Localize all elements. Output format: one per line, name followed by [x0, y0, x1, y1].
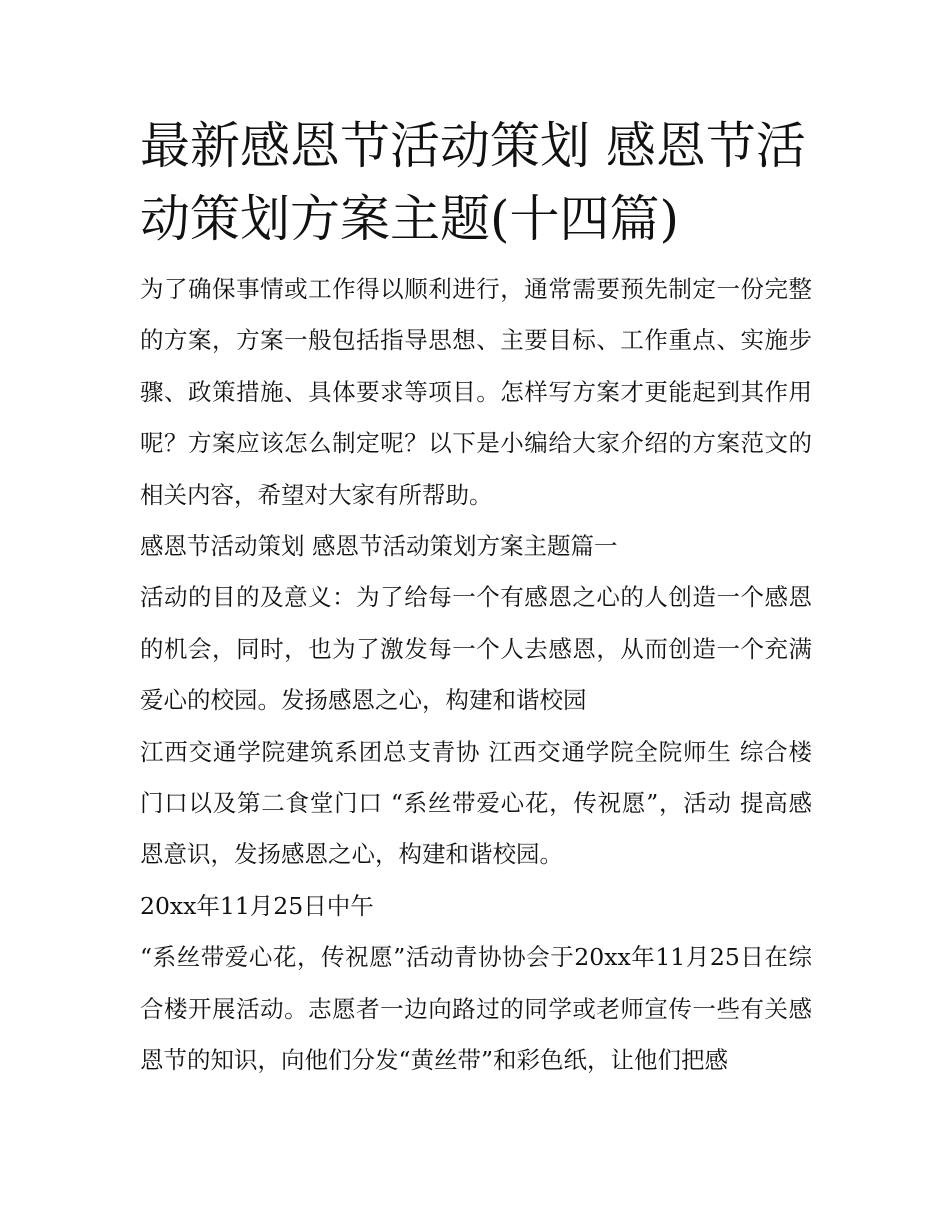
organizer-paragraph: 江西交通学院建筑系团总支青协 江西交通学院全院师生 综合楼门口以及第二食堂门口 “系丝带爱心花，传祝愿”，活动 提高感恩意识，发扬感恩之心，构建和谐校园。: [140, 737, 812, 869]
section-heading: 感恩节活动策划 感恩节活动策划方案主题篇一: [140, 532, 618, 561]
document-title: 最新感恩节活动策划 感恩节活动策划方案主题(十四篇): [140, 117, 806, 248]
purpose-paragraph: 活动的目的及意义：为了给每一个有感恩之心的人创造一个感恩的机会，同时，也为了激发每一个人去感恩，从而创造一个充满爱心的校园。发扬感恩之心，构建和谐校园: [140, 583, 812, 715]
intro-paragraph: 为了确保事情或工作得以顺利进行，通常需要预先制定一份完整的方案，方案一般包括指导思想、主要目标、工作重点、实施步骤、政策措施、具体要求等项目。怎样写方案才更能起到其作用呢？方案应该怎么制定呢？以下是小编给大家介绍的方案范文的相关内容，希望对大家有所帮助。: [140, 275, 812, 509]
date-paragraph: 20xx年11月25日中午: [140, 891, 374, 920]
activity-paragraph: “系丝带爱心花，传祝愿”活动青协协会于20xx年11月25日在综合楼开展活动。志愿者一边向路过的同学或老师宣传一些有关感恩节的知识，向他们分发“黄丝带”和彩色纸，让他们把感: [140, 943, 812, 1075]
document-page: [140, 110, 812, 1087]
